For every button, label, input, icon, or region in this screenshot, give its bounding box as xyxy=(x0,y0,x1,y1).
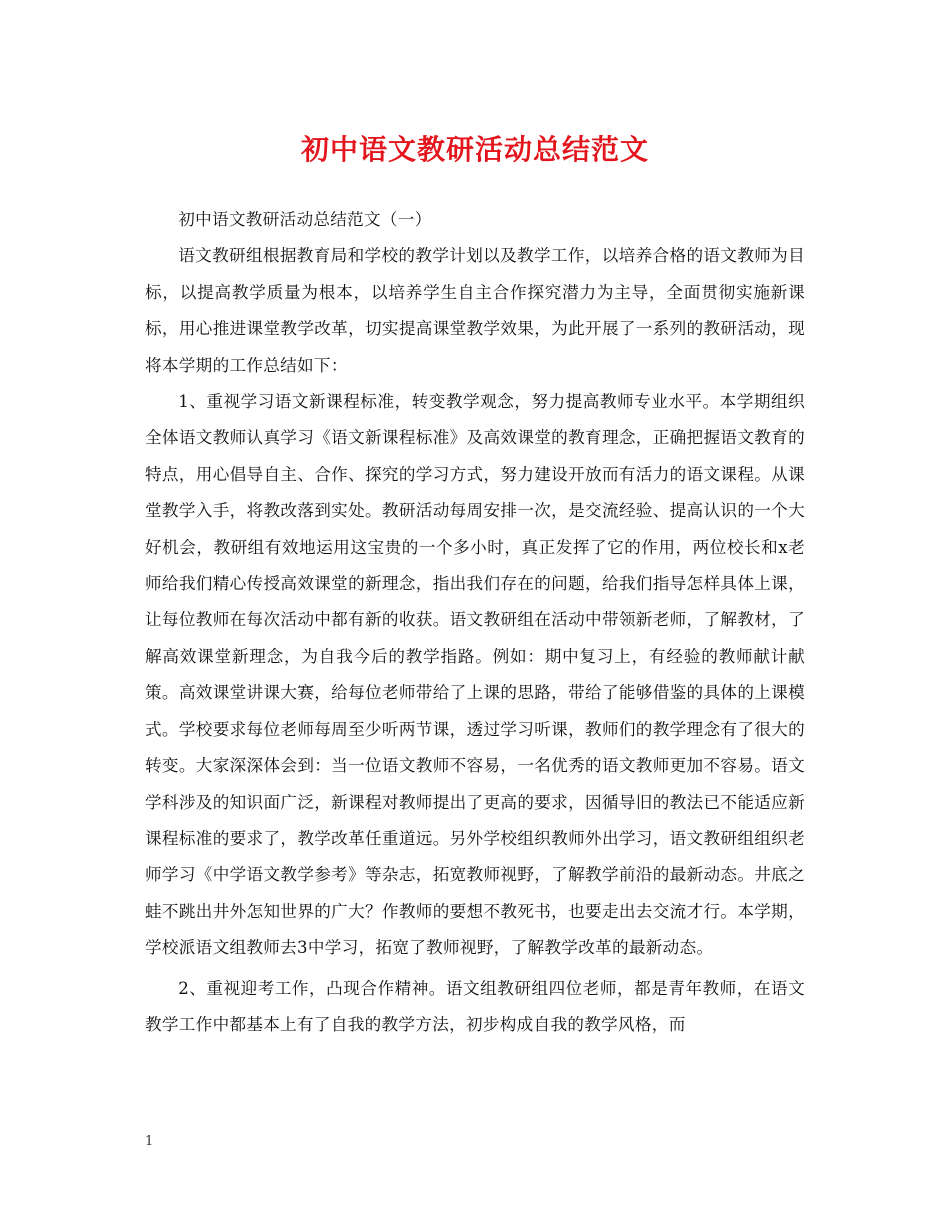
page-number: 1 xyxy=(145,1134,154,1149)
document-body xyxy=(145,202,805,1043)
paragraph-section-1: 1、重视学习语文新课程标准，转变教学观念，努力提高教师专业水平。本学期组织全体语文教师认真学习《语文新课程标准》及高效课堂的教育理念，正确把握语文教育的特点，用心倡导自主、合作、探究的学习方式，努力建设开放而有活力的语文课程。从课堂教学入手，将教改落到实处。教研活动每周安排一次，是交流经验、提高认识的一个大好机会，教研组有效地运用这宝贵的一个多小时，真正发挥了它的作用，两位校长和x老师给我们精心传授高效课堂的新理念，指出我们存在的问题，给我们指导怎样具体上课，让每位教师在每次活动中都有新的收获。语文教研组在活动中带领新老师，了解教材，了解高效课堂新理念，为自我今后的教学指路。例如：期中复习上，有经验的教师献计献策。高效课堂讲课大赛，给每位老师带给了上课的思路，带给了能够借鉴的具体的上课模式。学校要求每位老师每周至少听两节课，透过学习听课，教师们的教学理念有了很大的转变。大家深深体会到：当一位语文教师不容易，一名优秀的语文教师更加不容易。语文学科涉及的知识面广泛，新课程对教师提出了更高的要求，因循导旧的教法已不能适应新课程标准的要求了，教学改革任重道远。另外学校组织教师外出学习，语文教研组组织老师学习《中学语文教学参考》等杂志，拓宽教师视野，了解教学前沿的最新动态。井底之蛙不跳出井外怎知世界的广大？作教师的要想不教死书，也要走出去交流才行。本学期，学校派语文组教师去3中学习，拓宽了教师视野，了解教学改革的最新动态。 xyxy=(145,392,805,958)
paragraph-section-2: 2、重视迎考工作，凸现合作精神。语文组教研组四位老师，都是青年教师，在语文教学工作中都基本上有了自我的教学方法，初步构成自我的教学风格，而 xyxy=(145,978,805,1034)
document-title: 初中语文教研活动总结范文 xyxy=(300,133,649,166)
document-subtitle: 初中语文教研活动总结范文（一） xyxy=(178,210,432,229)
paragraph-intro: 语文教研组根据教育局和学校的教学计划以及教学工作，以培养合格的语文教师为目标，以提高教学质量为根本，以培养学生自主合作探究潜力为主导，全面贯彻实施新课标，用心推进课堂教学改革，切实提高课堂教学效果，为此开展了一系列的教研活动，现将本学期的工作总结如下： xyxy=(145,246,805,375)
